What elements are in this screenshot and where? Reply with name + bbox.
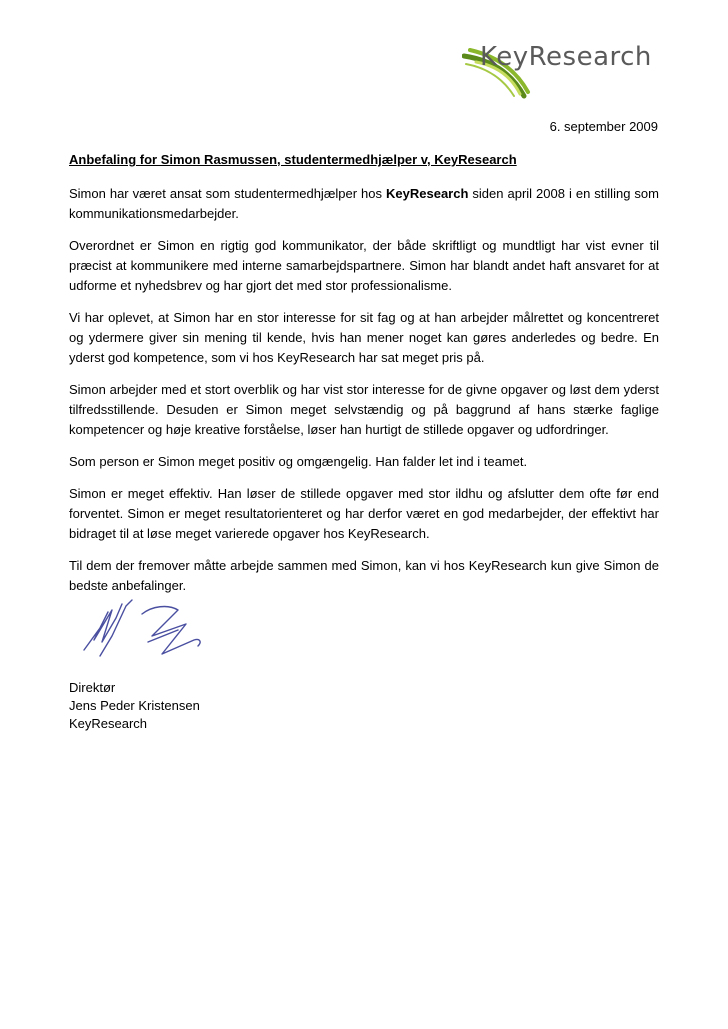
signer-name: Jens Peder Kristensen (69, 698, 200, 713)
letter-subject: Anbefaling for Simon Rasmussen, studentermedhjælper v, KeyResearch (69, 152, 517, 167)
paragraph-personality: Som person er Simon meget positiv og omgængelig. Han falder let ind i teamet. (69, 454, 528, 469)
letter-date: 6. september 2009 (549, 119, 658, 134)
paragraph-employment (69, 184, 659, 224)
letter-closing (69, 679, 200, 733)
signature-icon (82, 596, 206, 662)
paragraph-effectiveness: Simon er meget effektiv. Han løser de stillede opgaver med stor ildhu og afslutter dem ofte før end forventet. Simon er meget resultatorienteret og har derfor været en god medarbejder, der effektivt har bidraget til at løse meget varierede opgaver hos KeyResearch. (69, 486, 659, 541)
signer-company: KeyResearch (69, 716, 148, 731)
paragraph-employment-end: siden april 2008 i en stilling som kommunikationsmedarbejder. (69, 186, 659, 221)
company-logo (462, 38, 662, 100)
paragraph-recommendation: Til dem der fremover måtte arbejde sammen med Simon, kan vi hos KeyResearch kun give Simon de bedste anbefalinger. (69, 558, 659, 593)
paragraph-interest: Vi har oplevet, at Simon har en stor interesse for sit fag og at han arbejder målrettet og koncentreret og ydermere giver sin mening til kende, hvis han mener noget kan gøres anderledes og bedre. En yderst god kompetence, som vi hos KeyResearch har sat meget pris på. (69, 310, 659, 365)
logo-wordmark: KeyResearch (480, 42, 652, 72)
paragraph-employment-start: Simon har været ansat som studentermedhjælper hos (69, 186, 387, 201)
paragraph-communication: Overordnet er Simon en rigtig god kommunikator, der både skriftligt og mundtligt har vist evner til præcist at kommunikere med interne samarbejdspartnere. Simon har blandt andet haft ansvaret for at udforme et nyhedsbrev og har gjort det med stor professionalisme. (69, 238, 659, 293)
signer-title: Direktør (69, 680, 116, 695)
handwritten-signature (82, 596, 206, 662)
letter-body (69, 150, 659, 608)
paragraph-overview: Simon arbejder med et stort overblik og har vist stor interesse for de givne opgaver og løst dem yderst tilfredsstillende. Desuden er Simon meget selvstændig og på baggrund af hans stærke faglige kompetencer og høje kreative forståelse, løser han hurtigt de stillede opgaver og udfordringer. (69, 382, 659, 437)
company-name-bold: KeyResearch (386, 186, 469, 201)
